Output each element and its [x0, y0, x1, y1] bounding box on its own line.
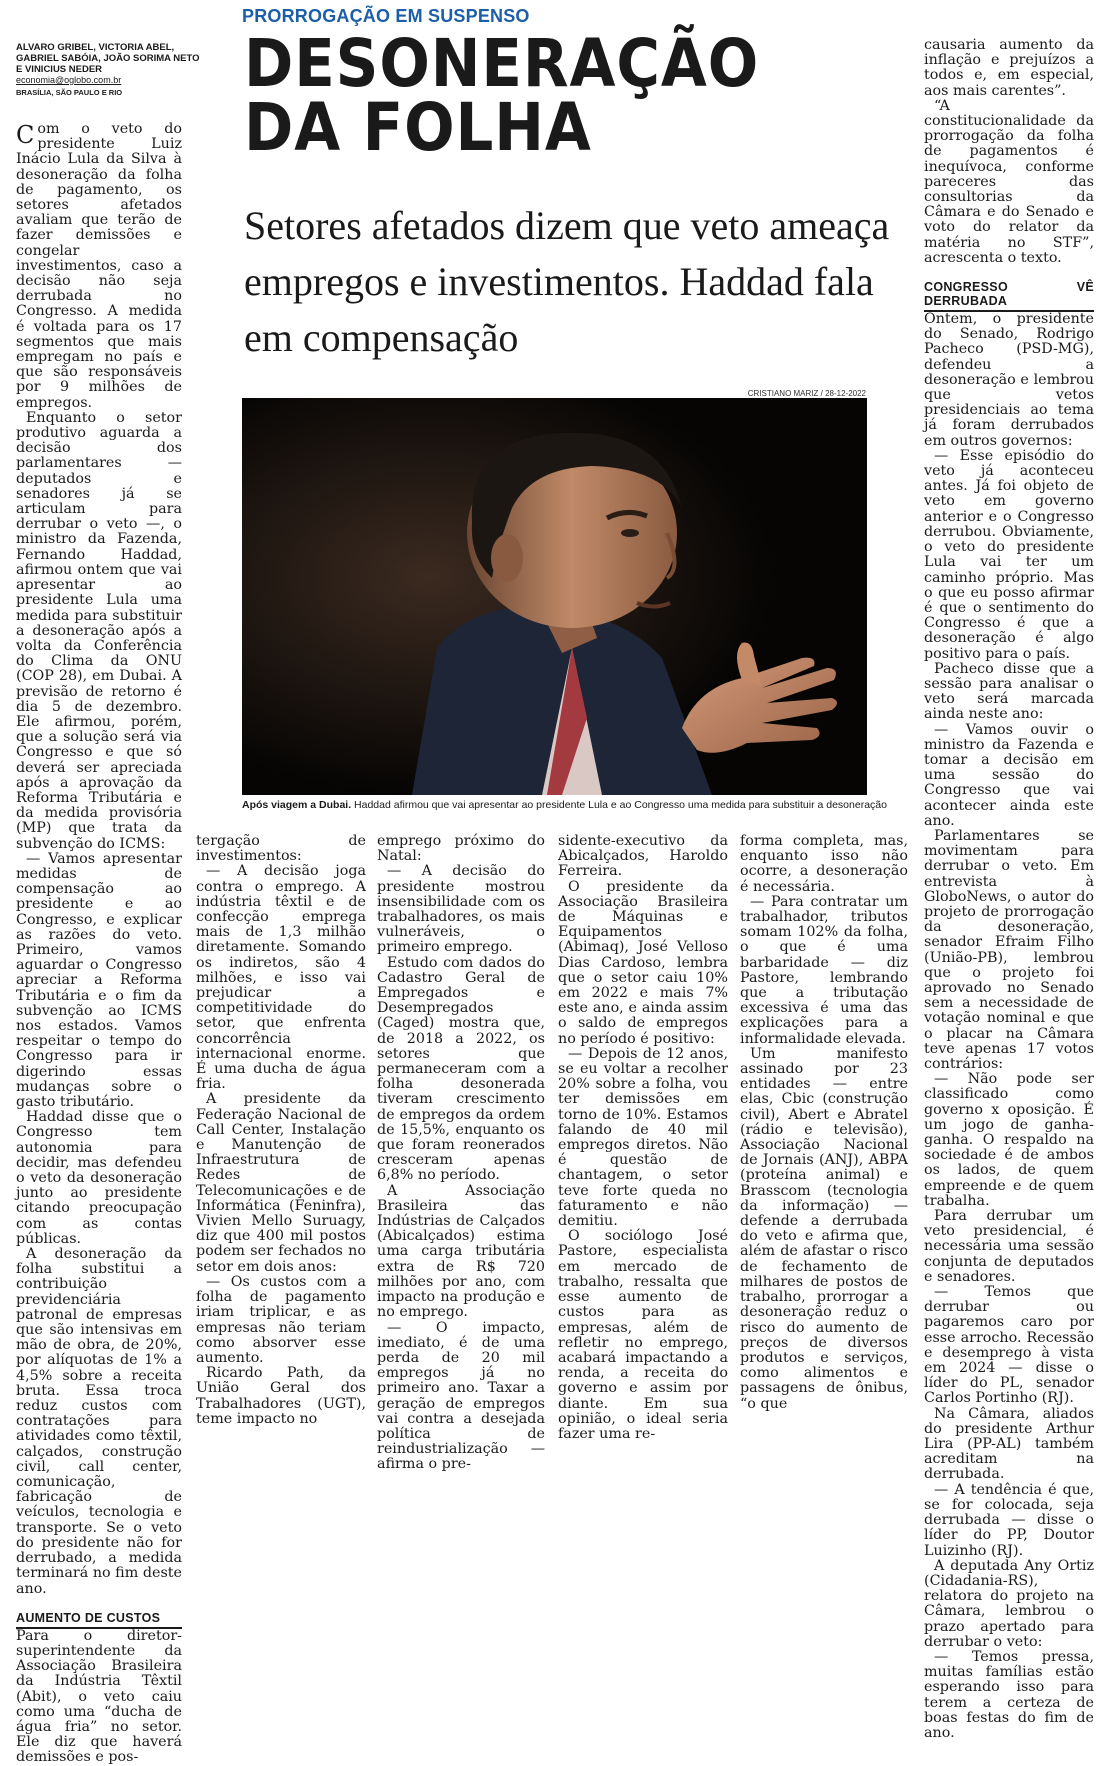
paragraph: Parlamentares se movimentam para derrubar o veto. Em entrevista à GloboNews, o autor do projeto de prorrogação da desoneração, senador Efraim Filho (União-PB), lembrou que o projeto foi aprovado no Senado sem a necessidade de votação nominal e que o placar na Câmara teve apenas 17 votos contrários: — [924, 827, 1094, 1072]
article-column-1 — [16, 121, 182, 1766]
article-column-6 — [924, 37, 1094, 1741]
byline-location: BRASÍLIA, SÃO PAULO E RIO — [16, 88, 123, 97]
paragraph: A desoneração da folha substitui a contribuição previdenciária patronal de empresas que são intensivas em mão de obra, de 20%, por alíquotas de 1% a 4,5% sobre a receita bruta. Essa troca reduz custos com contratações para atividades como têxtil, calçados, construção civil, call center, comunicação, fabricação de veículos, tecnologia e transporte. Se o veto do presidente não for derrubado, a medida terminará no fim deste ano. — [16, 1246, 182, 1597]
article-column-2 — [196, 833, 366, 1427]
paragraph: — O impacto, imediato, é de uma perda de 20 mil empregos já no primeiro ano. Taxar a geração de empregos vai contra a desejada política de reindustrialização — afirma o pre- — [377, 1319, 545, 1473]
paragraph: forma completa, mas, enquanto isso não ocorre, a desoneração é necessária. — [740, 833, 908, 895]
paragraph: Com o veto do presidente Luiz Inácio Lula da Silva à desoneração da folha de pagamento, os setores afetados avaliam que terão de fazer demissões e congelar investimentos, caso a decisão não seja derrubada no Congresso. A medida é voltada para os 17 segmentos que mais empregam no país e que são responsáveis por 9 milhões de empregos. — [16, 121, 182, 411]
paragraph: — Os custos com a folha de pagamento iriam triplicar, e as empresas não teriam como absorver esse aumento. — [196, 1273, 366, 1366]
photo-caption — [242, 799, 887, 812]
paragraph: — A tendência é que, se for colocada, seja derrubada — disse o líder do PP, Doutor Luizinho (RJ). — [924, 1481, 1094, 1559]
headline — [244, 25, 838, 166]
paragraph: — Depois de 12 anos, se eu voltar a recolher 20% sobre a folha, vou ter demissões em torno de 10%. Estamos falando de 40 mil empregos diretos. Não é questão de chantagem, o setor teve forte queda no faturamento e não demitiu. — [558, 1045, 728, 1230]
paragraph: O presidente da Associação Brasileira de Máquinas e Equipamentos (Abimaq), José Velloso Dias Cardoso, lembra que o setor caiu 10% em 2022 e mais 7% este ano, e ainda assim o saldo de empregos no período é positivo: — [558, 878, 728, 1047]
paragraph: Na Câmara, aliados do presidente Arthur Lira (PP-AL) também acreditam na derrubada. — [924, 1405, 1094, 1483]
paragraph: — Não pode ser classificado como governo x oposição. É um jogo de ganha-ganha. O respaldo na sociedade é de ambos os lados, de quem empreende e de quem trabalha. — [924, 1071, 1094, 1209]
paragraph: — Temos pressa, muitas famílias estão esperando isso para terem a certeza de boas festas do fim de ano. — [924, 1648, 1094, 1741]
paragraph: causaria aumento da inflação e prejuízos a todos e, em especial, aos mais carentes”. — [924, 37, 1094, 99]
paragraph: Enquanto o setor produtivo aguarda a decisão dos parlamentares — deputados e senadores já se articulam para derrubar o veto —, o ministro da Fazenda, Fernando Haddad, afirmou ontem que vai apresentar ao presidente Lula uma medida para substituir a desoneração após a volta da Conferência do Clima da ONU (COP 28), em Dubai. A previsão de retorno é dia 5 de dezembro. Ele afirmou, porém, que a solução será via Congresso e que só deverá ser apreciada após a aprovação da Reforma Tributária e da medida provisória (MP) que trata da subvenção do ICMS: — [16, 409, 182, 852]
caption-lead: Após viagem a Dubai. — [242, 799, 352, 811]
paragraph: Ricardo Path, da União Geral dos Trabalhadores (UGT), teme impacto no — [196, 1365, 366, 1427]
paragraph: Para o diretor-superintendente da Associação Brasileira da Indústria Têxtil (Abit), o veto caiu como uma “ducha de água fria” no setor. Ele diz que haverá demissões e pos- — [16, 1627, 182, 1766]
article-column-5 — [740, 833, 908, 1412]
haddad-portrait-image — [242, 398, 867, 795]
paragraph: A deputada Any Ortiz (Cidadania-RS), relatora do projeto na Câmara, lembrou o prazo apertado para derrubar o veto: — [924, 1557, 1094, 1650]
paragraph: A presidente da Federação Nacional de Call Center, Instalação e Manutenção de Infraestrutura de Redes de Telecomunicações e de Informática (Feninfra), Vivien Mello Suruagy, diz que 400 mil postos podem ser fechados no setor em dois anos: — [196, 1091, 366, 1275]
article-column-4 — [558, 833, 728, 1442]
byline — [16, 42, 206, 98]
paragraph: — A decisão do presidente mostrou insensibilidade com os trabalhadores, os mais vulneráveis, o primeiro emprego. — [377, 863, 545, 956]
paragraph: — Temos que derrubar ou pagaremos caro por esse arrocho. Recessão e desemprego à vista em 2024 — disse o líder do PL, senador Carlos Portinho (RJ). — [924, 1284, 1094, 1407]
paragraph: Haddad disse que o Congresso tem autonomia para decidir, mas defendeu o veto da desoneração junto ao presidente citando preocupação com as contas públicas. — [16, 1109, 182, 1247]
article-photo — [242, 398, 867, 795]
paragraph: “A constitucionalidade da prorrogação da folha de pagamentos é inequívoca, conforme pareceres das consultorias da Câmara e do Senado e voto do relator da matéria no STF”, acrescenta o texto. — [924, 97, 1094, 266]
section-kicker: PRORROGAÇÃO EM SUSPENSO — [242, 6, 530, 26]
paragraph: Estudo com dados do Cadastro Geral de Empregados e Desempregados (Caged) mostra que, de 2018 a 2022, os setores que permaneceram com a folha desonerada tiveram crescimento de empregos da ordem de 15,5%, enquanto os que foram reonerados cresceram apenas 6,8% no período. — [377, 954, 545, 1184]
subhead-congresso-ve-derrubada: CONGRESSO VÊ DERRUBADA — [924, 280, 1094, 309]
subhead-aumento-de-custos: AUMENTO DE CUSTOS — [16, 1610, 161, 1625]
paragraph: Ontem, o presidente do Senado, Rodrigo Pacheco (PSD-MG), defendeu a desoneração e lembrou que vetos presidenciais ao tema já foram derrubados em outros governos: — [924, 311, 1094, 449]
paragraph: — A decisão joga contra o emprego. A indústria têxtil e de confecção emprega mais de 1,3 milhão diretamente. Somando os indiretos, são 4 milhões, e isso vai prejudicar a competitividade do setor, que enfrenta concorrência internacional enorme. É uma ducha de água fria. — [196, 863, 366, 1093]
paragraph: — Vamos apresentar medidas de compensação ao presidente e ao Congresso, e explicar as razões do veto. Primeiro, vamos aguardar o Congresso apreciar a Reforma Tributária e o fim da subvenção ao ICMS nos estados. Vamos respeitar o tempo do Congresso para ir digerindo essas mudanças sobre o gasto tributário. — [16, 850, 182, 1110]
paragraph: — Vamos ouvir o ministro da Fazenda e tomar a decisão em uma sessão do Congresso que vai acontecer ainda este ano. — [924, 721, 1094, 829]
byline-authors: ALVARO GRIBEL, VICTORIA ABEL, GABRIEL SABÓIA, JOÃO SORIMA NETO E VINICIUS NEDER — [16, 42, 200, 75]
byline-email-link[interactable]: economia@oglobo.com.br — [16, 75, 122, 85]
paragraph: Para derrubar um veto presidencial, é necessária uma sessão conjunta de deputados e senadores. — [924, 1208, 1094, 1285]
paragraph: emprego próximo do Natal: — [377, 833, 545, 865]
paragraph: — Esse episódio do veto já aconteceu antes. Já foi objeto de veto em governo anterior e o Congresso derrubou. Obviamente, o veto do presidente Lula vai ter um caminho próprio. Mas o que eu posso afirmar é que o sentimento do Congresso é que a desoneração é algo positivo para o país. — [924, 447, 1094, 662]
paragraph: O sociólogo José Pastore, especialista em mercado de trabalho, ressalta que esse aumento de custos para as empresas, além de refletir no emprego, acabará impactando a renda, a receita do governo e assim por diante. Em sua opinião, o ideal seria fazer uma re- — [558, 1228, 728, 1442]
paragraph: tergação de investimentos: — [196, 833, 366, 865]
paragraph: Pacheco disse que a sessão para analisar o veto será marcada ainda neste ano: — [924, 660, 1094, 723]
paragraph: A Associação Brasileira das Indústrias de Calçados (Abicalçados) estima uma carga tributária extra de R$ 720 milhões por ano, com impacto na produção e no emprego. — [377, 1182, 545, 1321]
paragraph: Um manifesto assinado por 23 entidades — entre elas, Cbic (construção civil), Abert e Abratel (rádio e televisão), Associação Nacional de Jornais (ANJ), ABPA (proteína animal) e Brasscom (tecnologia da informação) — defende a derrubada do veto e afirma que, além de afastar o risco de fechamento de milhares de postos de trabalho, prorrogar a desoneração reduz o risco do aumento de preços de diversos produtos e serviços, como alimentos e passagens de ônibus, “o que — [740, 1045, 908, 1412]
caption-text: Haddad afirmou que vai apresentar ao presidente Lula e ao Congresso uma medida para substituir a desoneração — [354, 799, 887, 811]
headline-line-2: DA FOLHA — [244, 89, 592, 166]
article-column-3 — [377, 833, 545, 1473]
subtitle: Setores afetados dizem que veto ameaça empregos e investimentos. Haddad fala em compensação — [244, 203, 890, 360]
paragraph: sidente-executivo da Abicalçados, Haroldo Ferreira. — [558, 833, 728, 880]
paragraph: — Para contratar um trabalhador, tributos somam 102% da folha, o que é uma barbaridade — diz Pastore, lembrando que a tributação excessiva é uma das explicações para a informalidade elevada. — [740, 893, 908, 1047]
drop-cap: C — [16, 121, 35, 149]
photo-credit: CRISTIANO MARIZ / 28-12-2022 — [747, 389, 866, 398]
headline-line-1: DESONERAÇÃO — [244, 25, 760, 102]
